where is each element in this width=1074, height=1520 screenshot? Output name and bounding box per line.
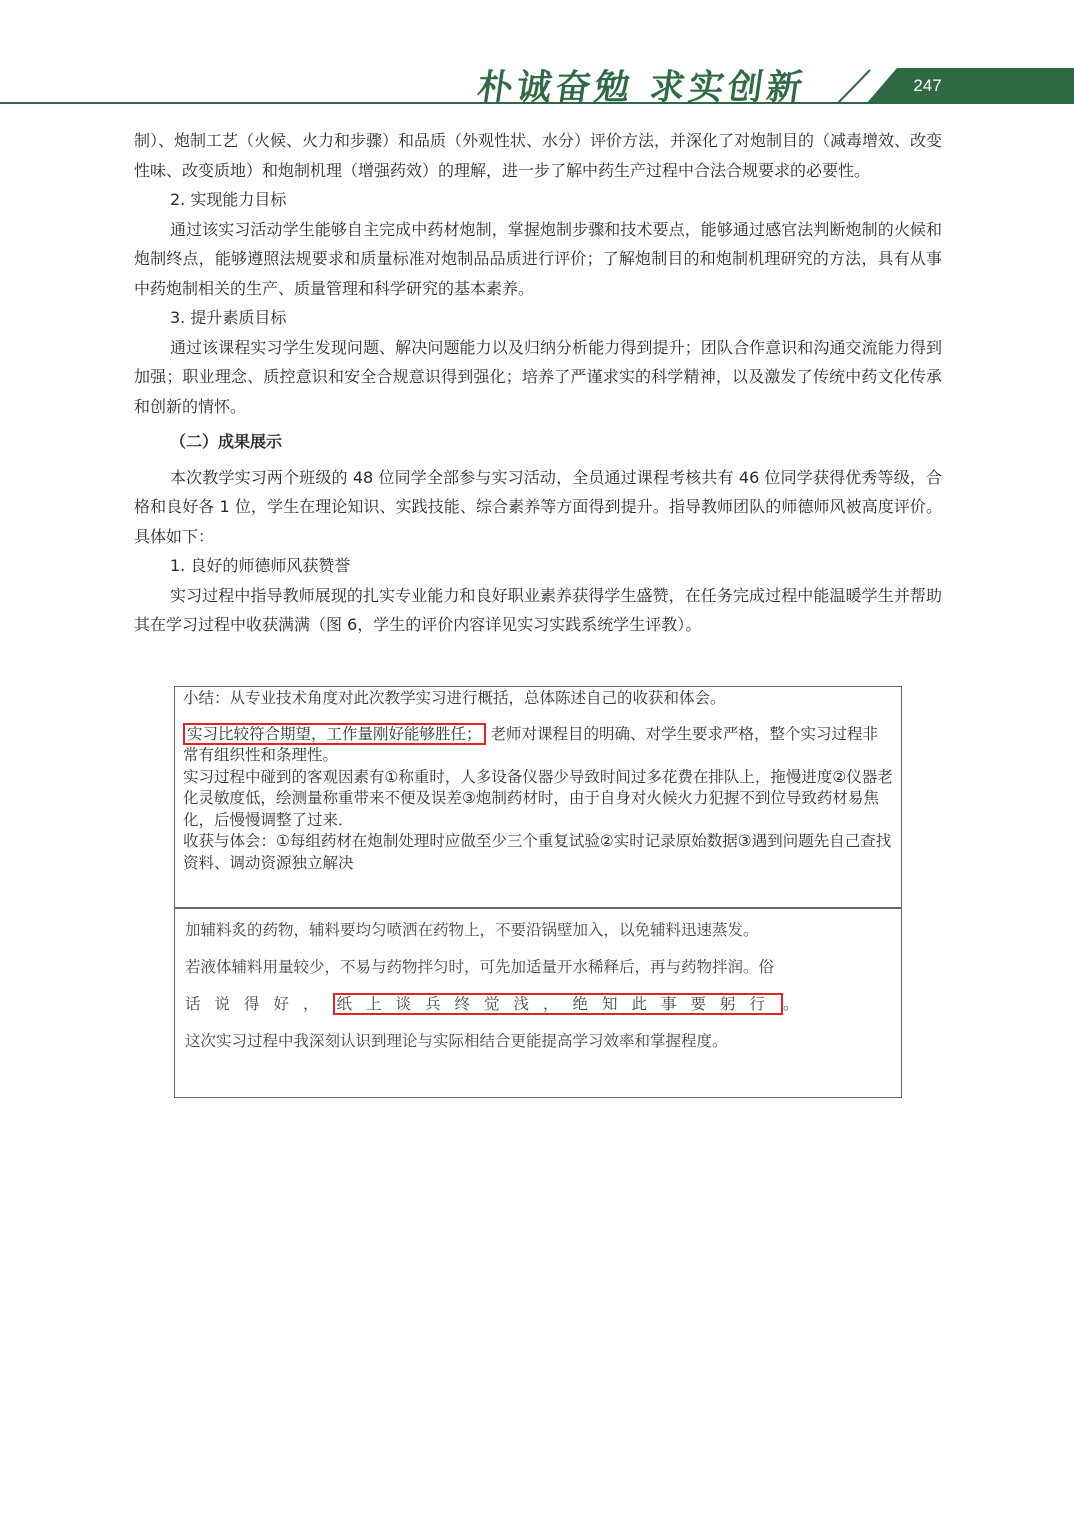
- highlight-box-1: 实习比较符合期望，工作量刚好能够胜任；: [183, 723, 486, 745]
- review-line-4: 这次实习过程中我深刻认识到理论与实际相结合更能提高学习效率和掌握程度。: [185, 1032, 728, 1050]
- student-review-screenshot-2: [174, 908, 902, 1098]
- review-line-2: 若液体辅料用量较少，不易与药物拌匀时，可先加适量开水稀释后，再与药物拌润。俗: [185, 958, 775, 976]
- quote-suffix: 。: [783, 995, 799, 1013]
- factors-line: 实习过程中碰到的客观因素有①称重时，人多设备仪器少导致时间过多花费在排队上，拖慢进度②仪器老化灵敏度低，绘测量称重带来不便及误差③炮制药材时，由于自身对火候火力犯握不到位导致药材易焦化，后慢慢调整了过来．: [183, 767, 893, 829]
- heading-teacher-ethics: 1. 良好的师德师风获赞誉: [170, 556, 351, 575]
- page-number-tab: [866, 68, 1074, 104]
- body-text: [134, 126, 942, 640]
- quote-prefix: 话说得好，: [185, 995, 333, 1013]
- paragraph-1: 制）、炮制工艺（火候、火力和步骤）和品质（外观性状、水分）评价方法，并深化了对炮制目的（减毒增效、改变性味、改变质地）和炮制机理（增强药效）的理解，进一步了解中药生产过程中合法合规要求的必要性。: [134, 131, 943, 180]
- paragraph-5: 实习过程中指导教师展现的扎实专业能力和良好职业素养获得学生盛赞，在任务完成过程中能温暖学生并帮助其在学习过程中收获满满（图 6，学生的评价内容详见实习实践系统学生评教）。: [134, 585, 942, 634]
- page-number: 247: [913, 76, 942, 95]
- review-line-1: 加辅料炙的药物，辅料要均匀喷洒在药物上，不要沿锅壁加入，以免辅料迅速蒸发。: [185, 921, 759, 939]
- review-line-3: [185, 993, 891, 1016]
- section-heading-results: （二）成果展示: [170, 432, 283, 451]
- page-header: [0, 0, 1074, 110]
- highlight-box-2: 纸上谈兵终觉浅，绝知此事要躬行: [333, 993, 784, 1015]
- header-motto: 朴诚奋勉 求实创新: [474, 67, 809, 108]
- header-slash: [838, 70, 870, 103]
- review-text: 老师对课程目的明确、对学生要求严格，整个实习过程非常有组织性和条理性。: [183, 724, 878, 764]
- paragraph-4: 本次教学实习两个班级的 48 位同学全部参与实习活动，全员通过课程考核共有 46 位同学获得优秀等级，合格和良好各 1 位，学生在理论知识、实践技能、综合素养等方面得到提升。指导教师团队的师德师风被高度评价。具体如下：: [134, 467, 942, 546]
- paragraph-3: 通过该课程实习学生发现问题、解决问题能力以及归纳分析能力得到提升；团队合作意识和沟通交流能力得到加强；职业理念、质控意识和安全合规意识得到强化；培养了严谨求实的科学精神，以及激发了传统中药文化传承和创新的情怀。: [134, 337, 942, 416]
- summary-line: 小结：从专业技术角度对此次教学实习进行概括，总体陈述自己的收获和体会。: [183, 689, 726, 707]
- heading-ability-goal: 2. 实现能力目标: [170, 190, 287, 209]
- student-review-screenshot-1: [174, 686, 902, 908]
- gains-line: 收获与体会：①每组药材在炮制处理时应做至少三个重复试验②实时记录原始数据③遇到问题先自己查找资料、调动资源独立解决: [183, 832, 892, 872]
- heading-quality-goal: 3. 提升素质目标: [170, 308, 287, 327]
- paragraph-2: 通过该实习活动学生能够自主完成中药材炮制，掌握炮制步骤和技术要点，能够通过感官法判断炮制的火候和炮制终点，能够遵照法规要求和质量标准对炮制品品质进行评价；了解炮制目的和炮制机理研究的方法，具有从事中药炮制相关的生产、质量管理和科学研究的基本素养。: [134, 219, 942, 298]
- review-paragraph: [183, 724, 893, 767]
